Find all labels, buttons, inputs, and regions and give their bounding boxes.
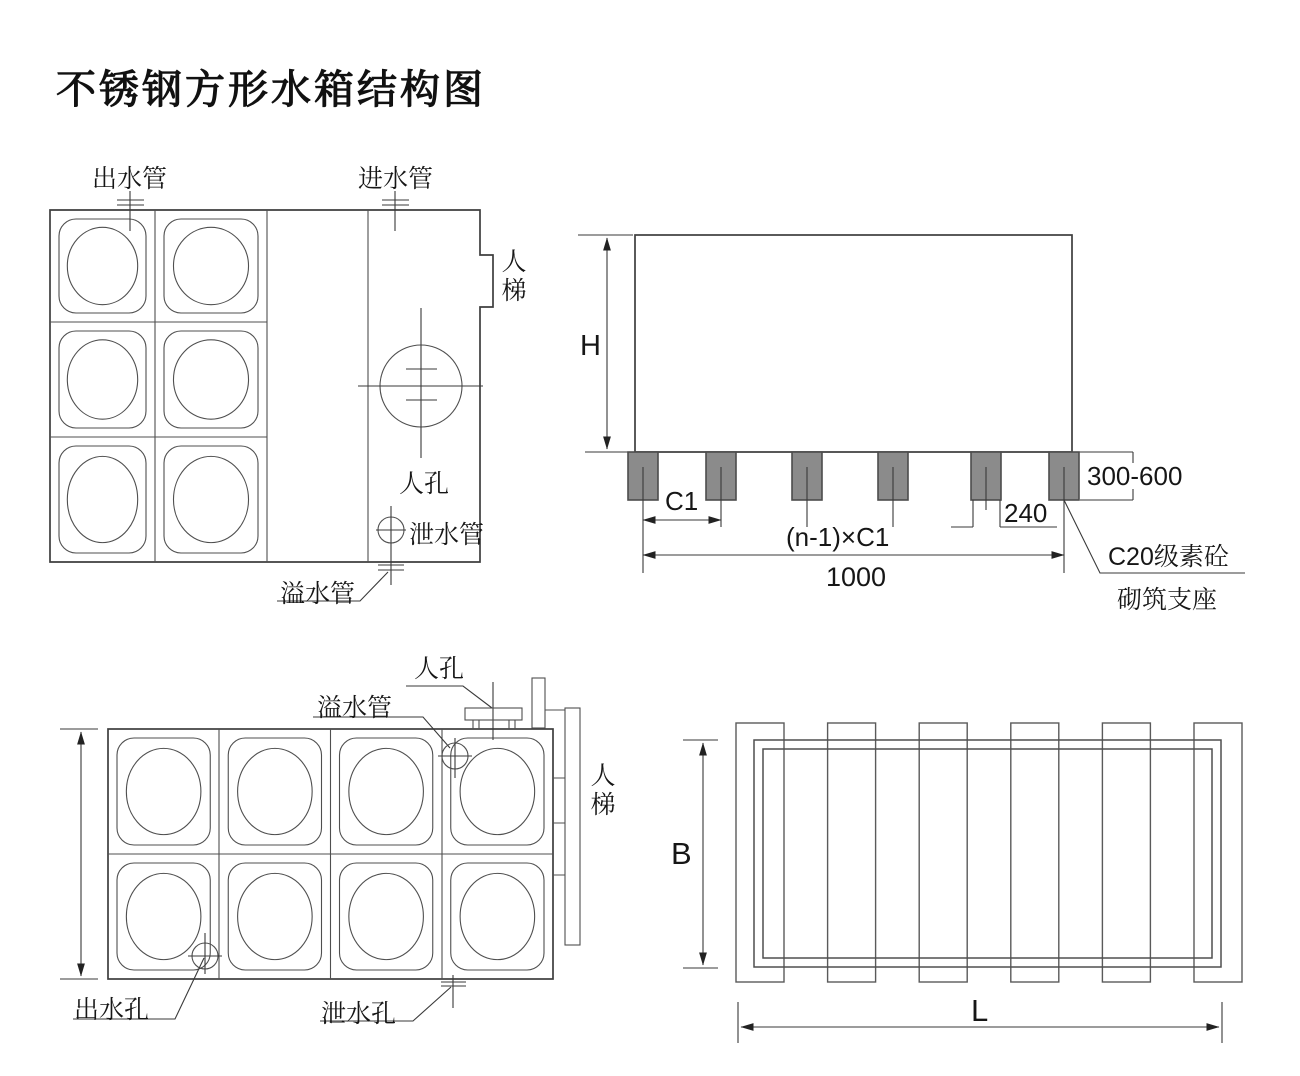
drawing-line bbox=[59, 331, 146, 428]
inlet-pipe-symbol bbox=[382, 191, 409, 231]
total-dim-label: (n-1)×C1 bbox=[786, 522, 890, 552]
drain-pipe-label: 泄水管 bbox=[409, 521, 485, 549]
drawing-line bbox=[1194, 723, 1242, 982]
page-title: 不锈钢方形水箱结构图 bbox=[56, 68, 486, 112]
c1-dim-label: C1 bbox=[665, 486, 699, 516]
drawing-line bbox=[473, 720, 515, 729]
ladder-label-plan: 人梯 bbox=[590, 762, 616, 819]
manhole-symbol-plan bbox=[406, 682, 522, 740]
drawing-line bbox=[460, 873, 535, 959]
drawing-line bbox=[349, 873, 424, 959]
plan-side-dimension bbox=[60, 729, 98, 979]
drain-hole-label: 泄水孔 bbox=[321, 1000, 397, 1028]
l-dim-label: L bbox=[971, 993, 989, 1028]
outlet-pipe-symbol bbox=[117, 191, 144, 231]
plan-view-drawing bbox=[60, 678, 580, 1021]
foundation-view-drawing bbox=[683, 723, 1242, 1043]
drawing-line bbox=[565, 708, 580, 945]
drawing-line bbox=[919, 723, 967, 982]
drawing-line bbox=[349, 748, 424, 834]
drawing-line bbox=[173, 340, 248, 419]
drawing-line bbox=[228, 863, 321, 970]
drawing-line bbox=[67, 456, 137, 542]
drawing-line bbox=[238, 873, 313, 959]
drawing-line bbox=[460, 748, 535, 834]
drawing-line bbox=[238, 748, 313, 834]
manhole-symbol-front bbox=[358, 308, 483, 458]
height-dim-label: H bbox=[580, 330, 601, 362]
drawing-line bbox=[1011, 723, 1059, 982]
drawing-line bbox=[117, 863, 210, 970]
drawing-line bbox=[67, 227, 137, 304]
drawing-line bbox=[164, 446, 258, 553]
side-view-drawing bbox=[578, 235, 1245, 573]
drawing-line bbox=[164, 219, 258, 313]
drawing-line bbox=[173, 456, 248, 542]
overflow-symbol-plan bbox=[313, 717, 472, 778]
support-width-label: 240 bbox=[1004, 498, 1048, 528]
drawing-line bbox=[451, 863, 544, 970]
drawing-line bbox=[59, 446, 146, 553]
drawing-line bbox=[553, 778, 565, 875]
drawing-line bbox=[126, 748, 201, 834]
drawing-line bbox=[828, 723, 876, 982]
ladder-symbol-plan bbox=[532, 678, 580, 945]
drawing-line bbox=[1102, 723, 1150, 982]
inlet-pipe-label: 进水管 bbox=[358, 165, 434, 193]
drawing-line bbox=[126, 873, 201, 959]
max-spacing-label: 1000 bbox=[826, 562, 887, 592]
ladder-label-front: 人梯 bbox=[501, 248, 527, 305]
drawing-line bbox=[406, 686, 492, 708]
drawing-line bbox=[736, 723, 784, 982]
support-note-line2: 砌筑支座 bbox=[1117, 586, 1218, 614]
outlet-pipe-label: 出水管 bbox=[92, 165, 168, 193]
drawing-line bbox=[228, 738, 321, 845]
drawing-line bbox=[117, 738, 210, 845]
outlet-hole-label: 出水孔 bbox=[74, 996, 150, 1024]
drawing-line bbox=[340, 863, 433, 970]
foundation-support-strips bbox=[736, 723, 1242, 982]
overflow-pipe-label-plan: 溢水管 bbox=[317, 694, 393, 722]
manhole-label-front: 人孔 bbox=[399, 470, 450, 498]
drawing-line bbox=[340, 738, 433, 845]
front-panel-grid bbox=[59, 219, 258, 553]
support-note-line1: C20级素砼 bbox=[1108, 543, 1229, 571]
drawing-line bbox=[173, 227, 248, 304]
drawing-line bbox=[164, 331, 258, 428]
side-tank-outline bbox=[635, 235, 1072, 452]
b-dim-label: B bbox=[671, 836, 692, 871]
manhole-label-plan: 人孔 bbox=[414, 655, 465, 683]
foundation-tank-inner bbox=[763, 749, 1212, 958]
drain-pipe-symbol-front bbox=[376, 506, 406, 585]
drawing-line bbox=[67, 340, 137, 419]
overflow-pipe-label-front: 溢水管 bbox=[280, 580, 356, 608]
drawing-line bbox=[532, 678, 545, 728]
support-height-label: 300-600 bbox=[1087, 461, 1183, 491]
drawing-line bbox=[451, 738, 544, 845]
drawing-line bbox=[59, 219, 146, 313]
